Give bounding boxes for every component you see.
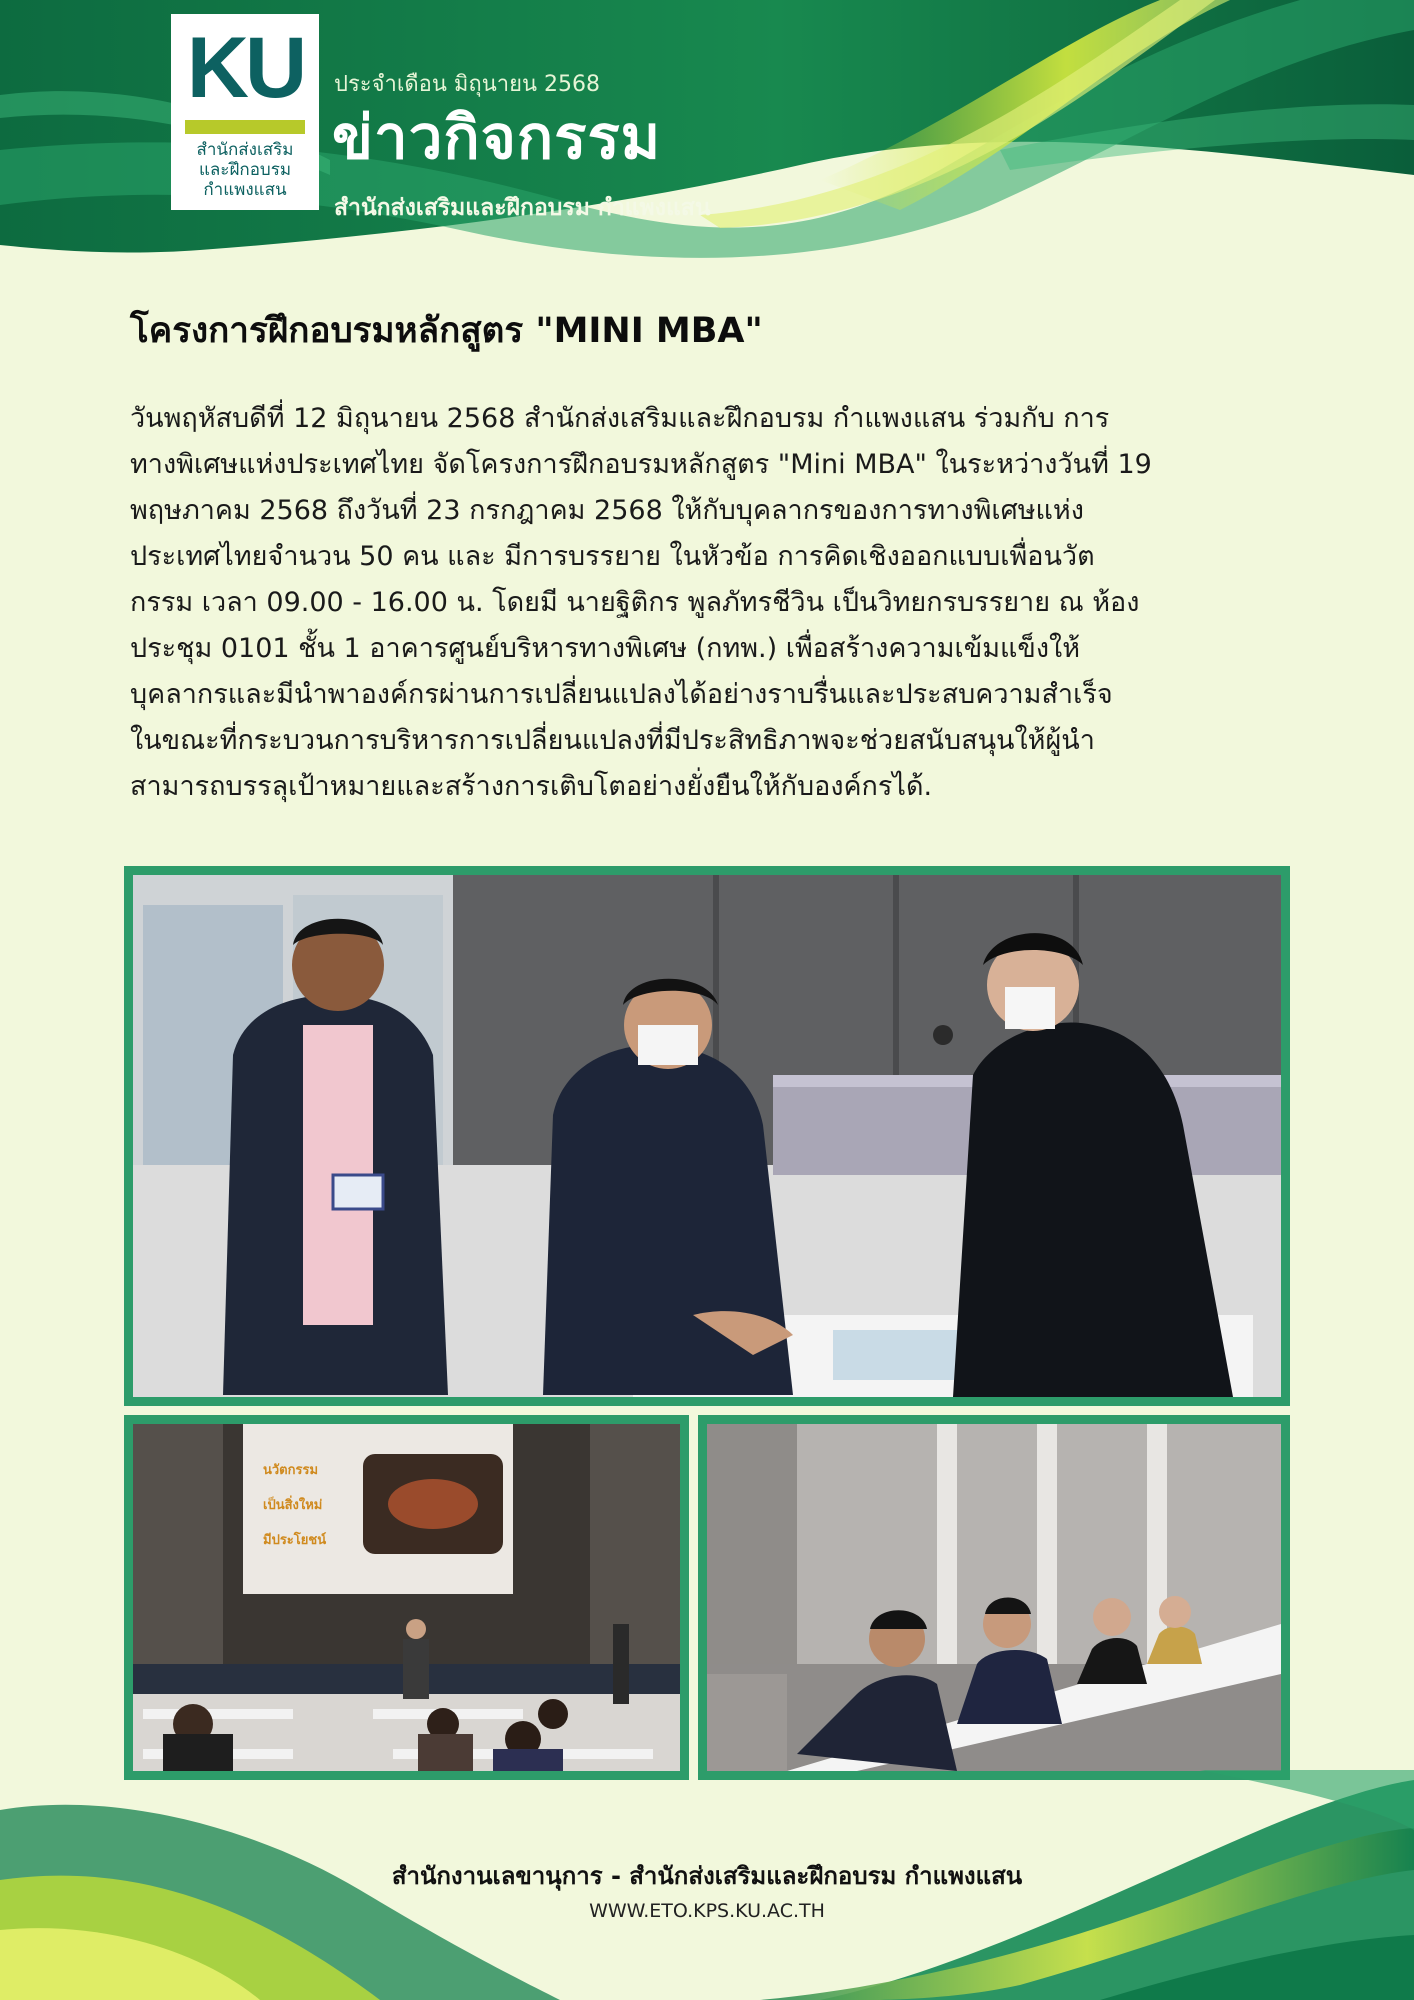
article-line: ในขณะที่กระบวนการบริหารการเปลี่ยนแปลงที่มีประสิทธิภาพจะช่วยสนับสนุนให้ผู้นำ bbox=[130, 725, 1095, 756]
article-body bbox=[130, 396, 1290, 810]
article-title: โครงการฝึกอบรมหลักสูตร "MINI MBA" bbox=[130, 311, 763, 351]
ku-logo bbox=[171, 14, 319, 210]
photo-panel bbox=[698, 1415, 1290, 1780]
article-line: สามารถบรรลุเป้าหมายและสร้างการเติบโตอย่างยั่งยืนให้กับองค์กรได้. bbox=[130, 771, 933, 802]
photo-lecture-image bbox=[133, 1424, 680, 1771]
article-line: กรรม เวลา 09.00 - 16.00 น. โดยมี นายฐิติกร พูลภัทรชีวิน เป็นวิทยกรบรรยาย ณ ห้อง bbox=[130, 587, 1140, 618]
photo-panel-image bbox=[707, 1424, 1281, 1771]
photo-registration-image bbox=[133, 875, 1281, 1397]
slide-line-2: เป็นสิ่งใหม่ bbox=[263, 1498, 323, 1513]
ku-logo-mark: KU bbox=[186, 20, 304, 116]
masthead-subtitle: สำนักส่งเสริมและฝึกอบรม กำแพงแสน bbox=[334, 195, 711, 221]
masthead-title: ข่าวกิจกรรม bbox=[332, 103, 662, 173]
slide-line-3: มีประโยชน์ bbox=[263, 1533, 327, 1548]
article-line: บุคลากรและมีนำพาองค์กรผ่านการเปลี่ยนแปลงได้อย่างราบรื่นและประสบความสำเร็จ bbox=[130, 679, 1113, 710]
article-line: พฤษภาคม 2568 ถึงวันที่ 23 กรกฎาคม 2568 ให้กับบุคลากรของการทางพิเศษแห่ง bbox=[130, 495, 1084, 526]
footer-office: สำนักงานเลขานุการ - สำนักส่งเสริมและฝึกอบรม กำแพงแสน bbox=[391, 1862, 1023, 1890]
photo-lecture bbox=[124, 1415, 689, 1780]
article-line: ประเทศไทยจำนวน 50 คน และ มีการบรรยาย ในหัวข้อ การคิดเชิงออกแบบเพื่อนวัต bbox=[130, 541, 1095, 572]
footer-url[interactable]: WWW.ETO.KPS.KU.AC.TH bbox=[589, 1900, 825, 1922]
article-line: ประชุม 0101 ชั้น 1 อาคารศูนย์บริหารทางพิเศษ (กทพ.) เพื่อสร้างความเข้มแข็งให้ bbox=[130, 633, 1081, 664]
issue-month: ประจำเดือน มิถุนายน 2568 bbox=[334, 72, 601, 97]
article-line: วันพฤหัสบดีที่ 12 มิถุนายน 2568 สำนักส่งเสริมและฝึกอบรม กำแพงแสน ร่วมกับ การ bbox=[130, 403, 1110, 434]
article-line: ทางพิเศษแห่งประเทศไทย จัดโครงการฝึกอบรมหลักสูตร "Mini MBA" ในระหว่างวันที่ 19 bbox=[130, 449, 1152, 480]
ku-logo-bar bbox=[185, 120, 305, 134]
photo-registration bbox=[124, 866, 1290, 1406]
slide-line-1: นวัตกรรม bbox=[263, 1463, 319, 1478]
ku-logo-subtitle: สำนักส่งเสริม และฝึกอบรม กำแพงแสน bbox=[196, 140, 294, 200]
